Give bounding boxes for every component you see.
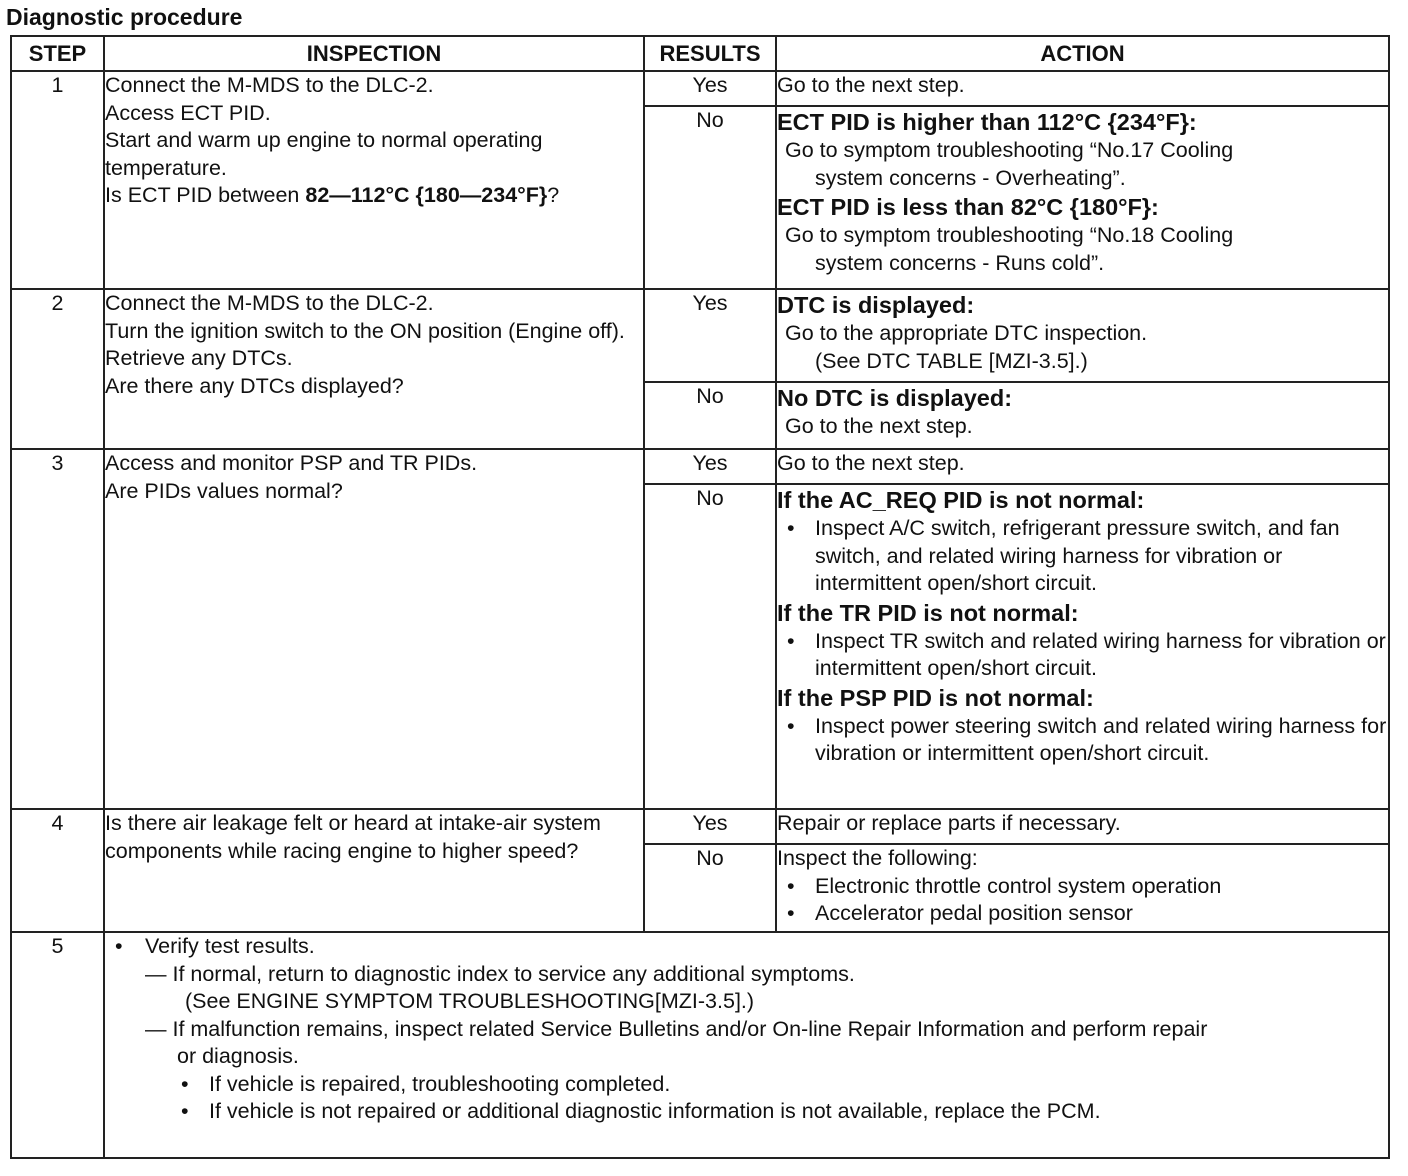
verify-subitem: • If vehicle is not repaired or additional diagnostic information is not available, replace the PCM. [105,1098,1388,1126]
action-yes: Go to the next step. [776,449,1389,484]
list-item: • Inspect TR switch and related wiring harness for vibration or intermittent open/short circuit. [777,628,1388,683]
action-text: Go to symptom troubleshooting “No.17 Cooling [785,138,1234,162]
inspection-line: Are there any DTCs displayed? [105,373,404,398]
action-text: system concerns - Runs cold”. [815,250,1105,275]
list-item: • Electronic throttle control system operation [777,873,1388,901]
verify-reference: (See ENGINE SYMPTOM TROUBLESHOOTING[MZI-3.5].) [185,989,755,1013]
action-heading: DTC is displayed: [777,292,975,318]
header-step: STEP [11,36,104,71]
bullet-list [777,713,1388,768]
action-heading: No DTC is displayed: [777,385,1013,411]
step-number: 1 [11,71,104,289]
header-results: RESULTS [644,36,776,71]
action-yes: Go to the next step. [776,71,1389,106]
action-heading: If the PSP PID is not normal: [777,684,1094,711]
list-item: • Inspect power steering switch and related wiring harness for vibration or intermittent open/short circuit. [777,713,1388,768]
result-yes: Yes [644,289,776,382]
inspection-line: Connect the M-MDS to the DLC-2. [105,73,434,97]
header-inspection: INSPECTION [104,36,644,71]
action-text: Go to symptom troubleshooting “No.18 Cooling [785,223,1234,247]
result-yes: Yes [644,71,776,106]
verify-branch: — If malfunction remains, inspect related Service Bulletins and/or On-line Repair Information and perform repair [145,1016,1208,1041]
action-heading: If the TR PID is not normal: [777,599,1079,626]
inspection-line: Access and monitor PSP and TR PIDs. [105,451,478,475]
inspection-question [105,182,643,210]
verify-item: • Verify test results. [105,933,1388,961]
step-number: 3 [11,449,104,809]
inspection-line: Turn the ignition switch to the ON position (Engine off). [105,318,625,343]
step-2-yes-row [11,289,1389,382]
action-text: Inspect the following: [777,846,978,870]
inspection-line: Is there air leakage felt or heard at intake-air system components while racing engine to higher speed? [105,811,601,863]
step-3-yes-row [11,449,1389,484]
step-1-yes-row [11,71,1389,106]
list-item: • Inspect A/C switch, refrigerant pressure switch, and fan switch, and related wiring harness for vibration or intermittent open/short circuit. [777,515,1388,598]
step-4-yes-row [11,809,1389,844]
verify-branch-cont: or diagnosis. [177,1044,299,1068]
step-inspection [104,71,644,289]
action-no [776,106,1389,289]
step-number: 5 [11,932,104,1158]
step-5-row [11,932,1389,1158]
step-number: 4 [11,809,104,932]
action-heading: If the AC_REQ PID is not normal: [777,487,1145,513]
inspection-line: Start and warm up engine to normal operating temperature. [105,128,543,180]
result-no: No [644,484,776,809]
section-title: Diagnostic procedure [6,4,243,30]
diagnostic-table [10,35,1390,1159]
bullet-list [777,515,1388,598]
action-no [776,844,1389,932]
result-yes: Yes [644,809,776,844]
step-inspection [104,809,644,932]
verify-subitem: • If vehicle is repaired, troubleshooting completed. [105,1071,1388,1099]
result-no: No [644,844,776,932]
inspection-line: Are PIDs values normal? [105,478,343,503]
step-inspection [104,449,644,809]
bullet-list [777,873,1388,928]
bullet-list [777,628,1388,683]
list-item: • Accelerator pedal position sensor [777,900,1388,928]
inspection-line: Retrieve any DTCs. [105,346,293,370]
step-verification [104,932,1389,1158]
question-text: Is ECT PID between [105,183,306,207]
verify-branch: — If normal, return to diagnostic index to service any additional symptoms. [145,961,855,986]
action-heading: ECT PID is less than 82°C {180°F}: [777,194,1159,220]
action-no [776,484,1389,809]
question-range: 82—112°C {180—234°F} [305,183,548,207]
table-header-row [11,36,1389,71]
result-no: No [644,106,776,289]
inspection-line: Access ECT PID. [105,100,271,125]
action-text: system concerns - Overheating”. [815,165,1126,190]
inspection-line: Connect the M-MDS to the DLC-2. [105,291,434,315]
result-no: No [644,382,776,449]
step-inspection [104,289,644,449]
action-heading: ECT PID is higher than 112°C {234°F}: [777,109,1197,135]
action-no [776,382,1389,449]
step-number: 2 [11,289,104,449]
action-yes: Repair or replace parts if necessary. [776,809,1389,844]
action-text: (See DTC TABLE [MZI-3.5].) [815,348,1088,373]
header-action: ACTION [776,36,1389,71]
action-text: Go to the next step. [785,414,973,438]
result-yes: Yes [644,449,776,484]
action-yes [776,289,1389,382]
question-mark: ? [547,183,560,207]
action-text: Go to the appropriate DTC inspection. [785,321,1148,345]
